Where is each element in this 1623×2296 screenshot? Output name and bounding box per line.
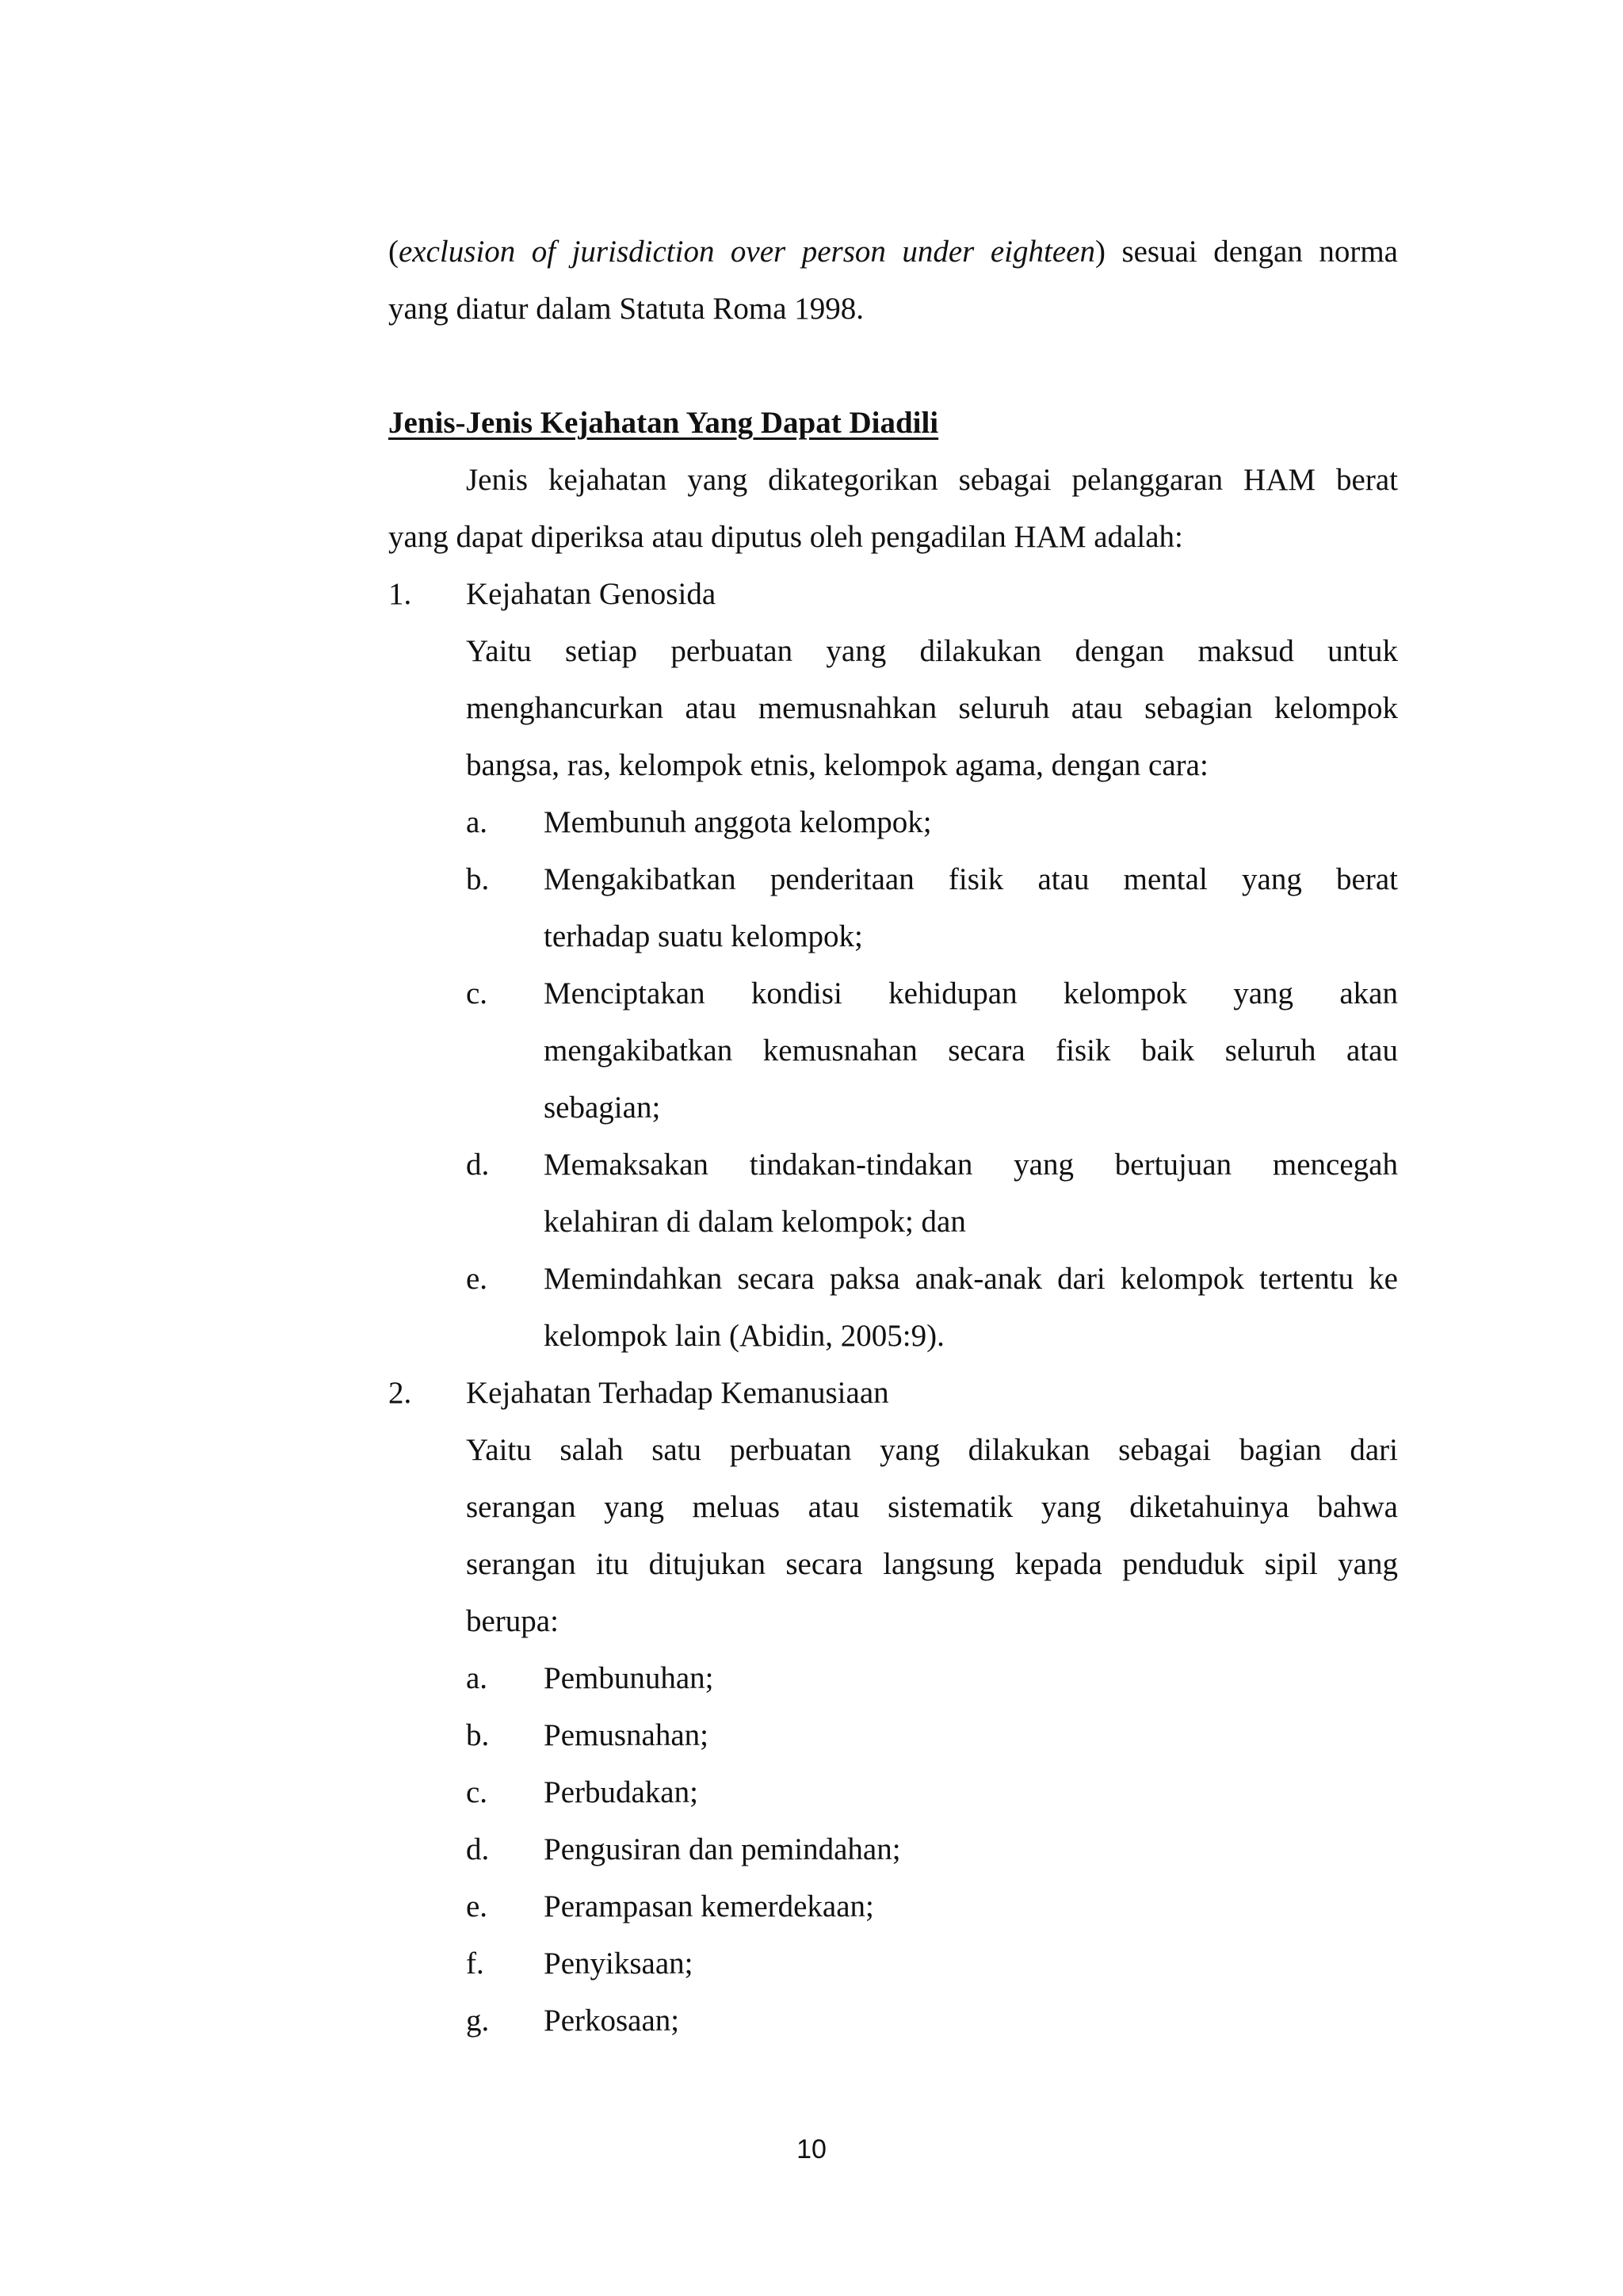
item2-number: 2. — [388, 1376, 412, 1410]
item1-sub-e-letter: e. — [466, 1262, 488, 1296]
item2-sub-a-text: Pembunuhan; — [544, 1661, 714, 1695]
para1-line-1: Jenis kejahatan yang dikategorikan sebagai pelanggaran HAM berat — [466, 463, 1398, 497]
item2-sub-d-text: Pengusiran dan pemindahan; — [544, 1832, 901, 1866]
item1-sub-e-line-2: kelompok lain (Abidin, 2005:9). — [544, 1319, 945, 1353]
item1-sub-d-line-1: Memaksakan tindakan-tindakan yang bertujuan mencegah — [544, 1148, 1398, 1182]
item1-sub-d-line-2: kelahiran di dalam kelompok; dan — [544, 1205, 966, 1239]
item2-sub-f-text: Penyiksaan; — [544, 1946, 693, 1981]
item1-title: Kejahatan Genosida — [466, 577, 716, 611]
open-paren: ( — [388, 235, 399, 269]
item1-sub-d-letter: d. — [466, 1148, 490, 1182]
item1-sub-b-line-2: terhadap suatu kelompok; — [544, 919, 863, 953]
item1-sub-b-letter: b. — [466, 862, 490, 896]
item1-desc-line-1: Yaitu setiap perbuatan yang dilakukan dengan maksud untuk — [466, 634, 1398, 668]
item2-desc-line-1: Yaitu salah satu perbuatan yang dilakukan sebagai bagian dari — [466, 1433, 1398, 1467]
intro-line-1 — [388, 233, 1398, 271]
item1-sub-b-line-1: Mengakibatkan penderitaan fisik atau mental yang berat — [544, 862, 1398, 896]
item2-sub-c-text: Perbudakan; — [544, 1775, 698, 1809]
item2-sub-a-letter: a. — [466, 1661, 488, 1695]
item1-sub-e-line-1: Memindahkan secara paksa anak-anak dari kelompok tertentu ke — [544, 1262, 1398, 1296]
item2-sub-g-letter: g. — [466, 2004, 490, 2038]
section-heading: Jenis-Jenis Kejahatan Yang Dapat Diadili — [388, 406, 939, 440]
item2-desc-line-4: berupa: — [466, 1604, 559, 1638]
intro-line-2: yang diatur dalam Statuta Roma 1998. — [388, 292, 865, 326]
item1-sub-c-line-1: Menciptakan kondisi kehidupan kelompok yang akan — [544, 976, 1398, 1010]
item2-sub-f-letter: f. — [466, 1946, 484, 1981]
item1-number: 1. — [388, 577, 412, 611]
item2-desc-line-2: serangan yang meluas atau sistematik yang diketahuinya bahwa — [466, 1490, 1398, 1524]
item2-sub-c-letter: c. — [466, 1775, 488, 1809]
item1-sub-c-line-2: mengakibatkan kemusnahan secara fisik baik seluruh atau — [544, 1033, 1398, 1068]
item2-title: Kejahatan Terhadap Kemanusiaan — [466, 1376, 889, 1410]
item2-sub-b-letter: b. — [466, 1718, 490, 1752]
item2-sub-e-text: Perampasan kemerdekaan; — [544, 1889, 874, 1924]
item2-sub-e-letter: e. — [466, 1889, 488, 1924]
page-number: 10 — [796, 2134, 827, 2164]
item1-desc-line-3: bangsa, ras, kelompok etnis, kelompok agama, dengan cara: — [466, 748, 1209, 782]
item1-desc-line-2: menghancurkan atau memusnahkan seluruh atau sebagian kelompok — [466, 691, 1398, 725]
item2-sub-b-text: Pemusnahan; — [544, 1718, 708, 1752]
item2-sub-d-letter: d. — [466, 1832, 490, 1866]
item1-sub-c-letter: c. — [466, 976, 488, 1010]
intro-text-after-italic: ) sesuai dengan norma — [1094, 235, 1398, 269]
item2-desc-line-3: serangan itu ditujukan secara langsung kepada penduduk sipil yang — [466, 1547, 1398, 1581]
item1-sub-a-letter: a. — [466, 805, 488, 839]
item1-sub-a-text: Membunuh anggota kelompok; — [544, 805, 932, 839]
item1-sub-c-line-3: sebagian; — [544, 1091, 661, 1125]
para1-line-2: yang dapat diperiksa atau diputus oleh pengadilan HAM adalah: — [388, 520, 1183, 554]
item2-sub-g-text: Perkosaan; — [544, 2004, 680, 2038]
intro-italic-text: exclusion of jurisdiction over person under eighteen — [399, 235, 1095, 269]
